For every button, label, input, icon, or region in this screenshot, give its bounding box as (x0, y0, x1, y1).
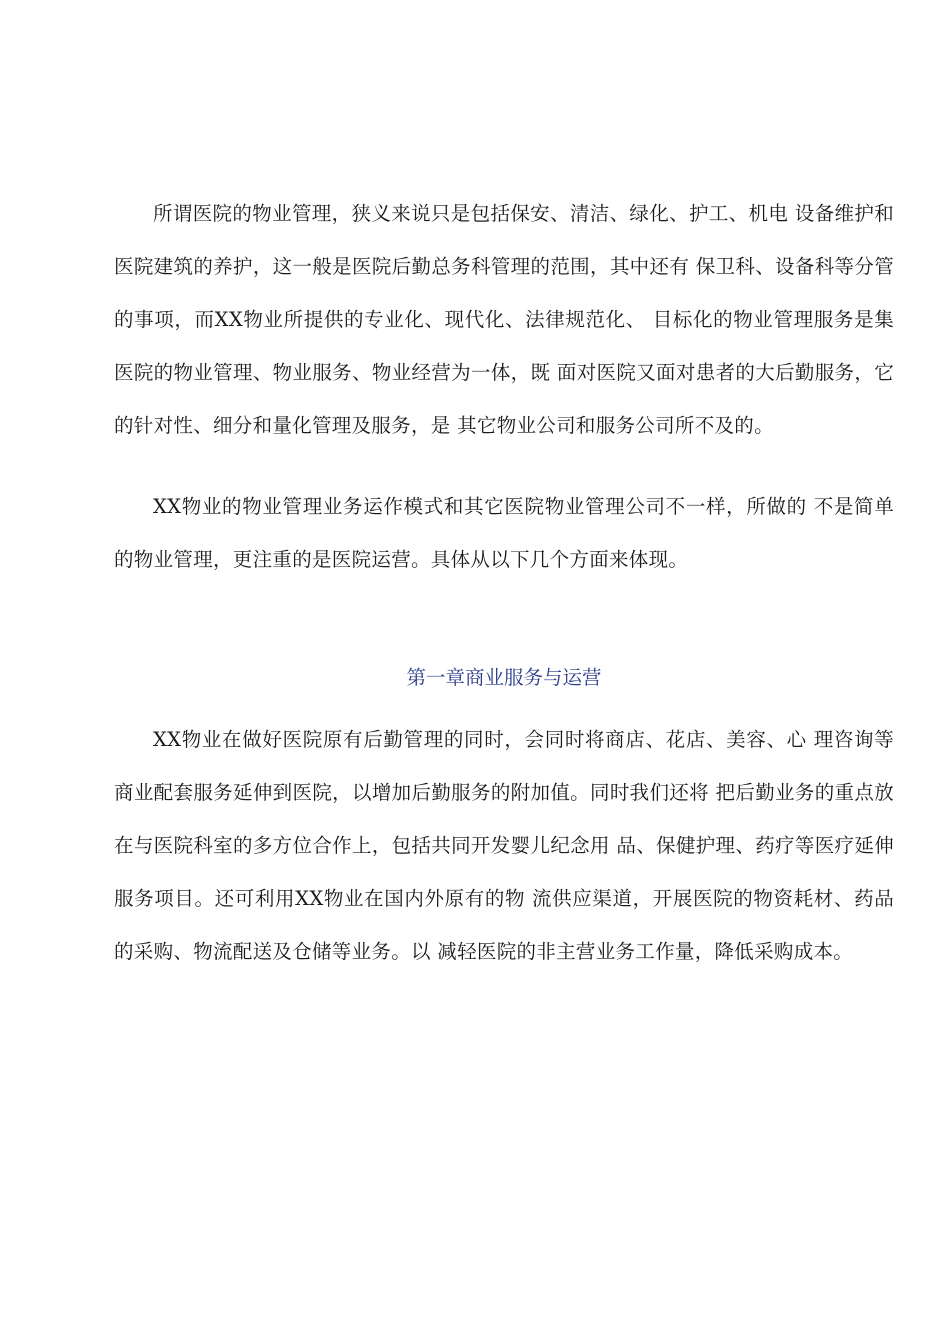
chapter-paragraph: XX物业在做好医院原有后勤管理的同时，会同时将商店、花店、美容、心 理咨询等商业配套服务延伸到医院，以增加后勤服务的附加值。同时我们还将 把后勤业务的重点放在与医院科室的多方位合作上，包括共同开发婴儿纪念用 品、保健护理、药疗等医疗延伸服务项目。还可利用XX物业在国内外原有的物 流供应渠道，开展医院的物资耗材、药品的采购、物流配送及仓储等业务。以 减轻医院的非主营业务工作量，降低采购成本。 (114, 728, 894, 963)
operation-mode-paragraph: XX物业的物业管理业务运作模式和其它医院物业管理公司不一样，所做的 不是简单的物业管理，更注重的是医院运营。具体从以下几个方面来体现。 (114, 495, 894, 571)
chapter-title: 第一章商业服务与运营 (406, 666, 602, 689)
intro-paragraph: 所谓医院的物业管理，狭义来说只是包括保安、清洁、绿化、护工、机电 设备维护和医院建筑的养护，这一般是医院后勤总务科管理的范围，其中还有 保卫科、设备科等分管的事项，而XX物业所提供的专业化、现代化、法律规范化、 目标化的物业管理服务是集医院的物业管理、物业服务、物业经营为一体，既 面对医院又面对患者的大后勤服务，它的针对性、细分和量化管理及服务，是 其它物业公司和服务公司所不及的。 (114, 202, 894, 437)
